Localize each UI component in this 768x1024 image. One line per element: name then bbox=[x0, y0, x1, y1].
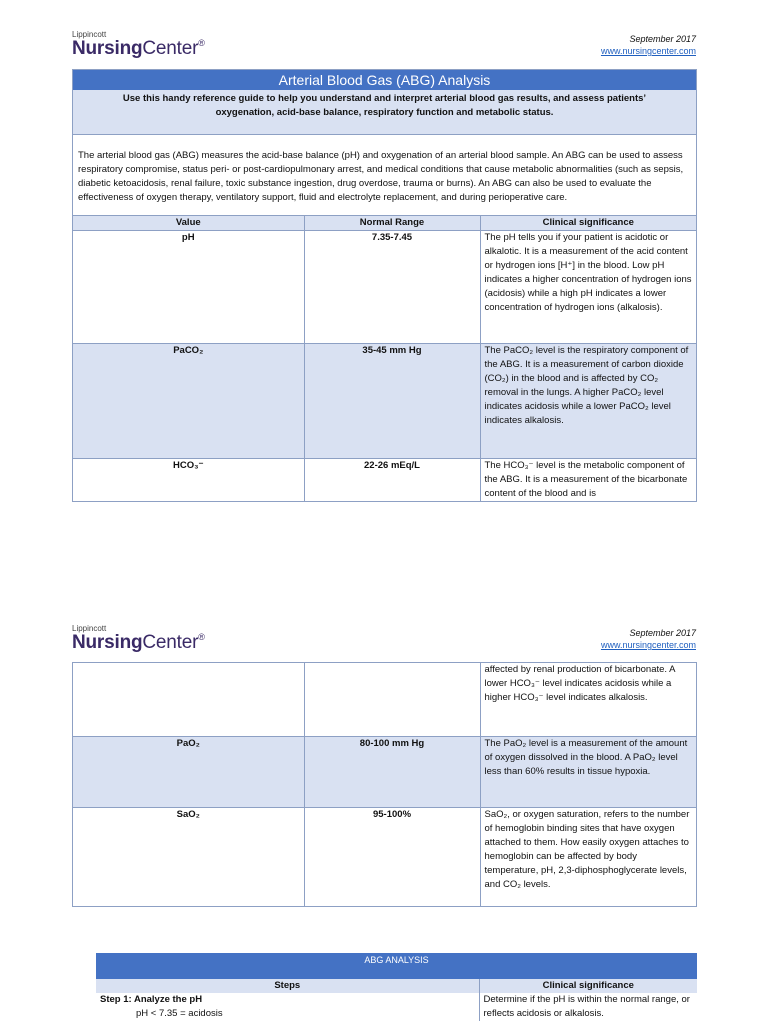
significance-cell: The HCO₃⁻ level is the metabolic component of the ABG. It is a measurement of the bicarbonate content of the blood and is bbox=[484, 459, 688, 499]
significance-cell: affected by renal production of bicarbonate. A lower HCO₃⁻ level indicates acidosis while a higher HCO₃⁻ level indicates alkalosis. bbox=[480, 663, 696, 736]
header-url-link[interactable]: www.nursingcenter.com bbox=[600, 46, 696, 56]
table-row bbox=[73, 230, 696, 343]
table-row bbox=[96, 993, 697, 1021]
logo-small-text: Lippincott bbox=[72, 624, 107, 633]
logo-small-text: Lippincott bbox=[72, 30, 107, 39]
abg-document-page-2 bbox=[72, 662, 697, 907]
value-cell: SaO₂ bbox=[73, 807, 304, 906]
header-date: September 2017 bbox=[629, 628, 696, 638]
table-header-row bbox=[73, 216, 696, 230]
intro-paragraph: The arterial blood gas (ABG) measures the acid-base balance (pH) and oxygenation of an arterial blood sample. An ABG can be used to assess respiratory compromise, status peri- or post-cardiopulmonary arrest, and medical conditions that cause metabolic abnormalities (such as sepsis, diabetic ketoacidosis, renal failure, toxic substance ingestion, drug overdose, trauma or burns). An ABG can also be used to evaluate the effectiveness of oxygen therapy, ventilatory support, fluid and electrolyte replacement, and during perioperative care. bbox=[73, 135, 696, 216]
value-cell: HCO₃⁻ bbox=[73, 458, 304, 501]
significance-cell: The PaCO₂ level is the respiratory component of the ABG. It is a measurement of carbon dioxide (CO₂) in the blood and is affected by CO₂ removal in the lungs. A higher PaCO₂ level indicates acidosis while a lower PaCO₂ level indicates alkalosis. bbox=[480, 343, 696, 458]
logo-nursing: Nursing bbox=[72, 632, 143, 653]
value-cell: PaCO₂ bbox=[73, 343, 304, 458]
analysis-table bbox=[96, 979, 697, 1021]
table-row bbox=[73, 663, 696, 736]
header-url-link[interactable]: www.nursingcenter.com bbox=[600, 640, 696, 650]
range-cell: 22-26 mEq/L bbox=[304, 458, 480, 501]
abg-values-table bbox=[73, 216, 696, 501]
table-row bbox=[73, 343, 696, 458]
col-header-value: Value bbox=[73, 216, 304, 230]
nursingcenter-logo bbox=[72, 38, 205, 60]
range-cell: 95-100% bbox=[304, 807, 480, 906]
col-header-significance: Clinical significance bbox=[480, 216, 696, 230]
logo-reg: ® bbox=[198, 632, 205, 642]
abg-analysis-section bbox=[96, 953, 697, 1024]
step-title: Step 1: Analyze the pH bbox=[100, 994, 203, 1005]
header-date: September 2017 bbox=[629, 34, 696, 44]
range-cell: 7.35-7.45 bbox=[304, 230, 480, 343]
document-subtitle: Use this handy reference guide to help you understand and interpret arterial blood gas results, and assess patients’ oxygenation, acid-base balance, respiratory function and metabolic status. bbox=[73, 90, 696, 135]
value-cell: pH bbox=[73, 230, 304, 343]
step-cell bbox=[96, 993, 479, 1021]
range-cell: 80-100 mm Hg bbox=[304, 736, 480, 807]
significance-cell: The pH tells you if your patient is acidotic or alkalotic. It is a measurement of the acid content or hydrogen ions [H⁺] in the blood. Low pH indicates a higher concentration of hydrogen ions (acidosis) while a high pH indicates a lower concentration of hydrogen ions (alkalosis). bbox=[480, 230, 696, 343]
table-row bbox=[73, 736, 696, 807]
abg-values-table-continued bbox=[73, 663, 696, 906]
significance-cell: SaO₂, or oxygen saturation, refers to the number of hemoglobin binding sites that have oxygen attached to them. How easily oxygen attaches to hemoglobin can be affected by body temperature, pH, 2,3-diphosphoglycerate levels, and CO₂ levels. bbox=[484, 808, 690, 890]
logo-reg: ® bbox=[198, 38, 205, 48]
logo-nursing: Nursing bbox=[72, 38, 143, 59]
col-header-significance: Clinical significance bbox=[479, 979, 697, 993]
nursingcenter-logo bbox=[72, 632, 205, 654]
page-header bbox=[72, 30, 696, 70]
step-rule: pH < 7.35 = acidosis bbox=[136, 1008, 223, 1019]
significance-cell: The PaO₂ level is a measurement of the amount of oxygen dissolved in the blood. A PaO₂ level less than 60% results in tissue hypoxia. bbox=[480, 736, 696, 807]
value-cell bbox=[73, 663, 304, 736]
range-cell: 35-45 mm Hg bbox=[304, 343, 480, 458]
analysis-title: ABG ANALYSIS bbox=[96, 953, 697, 979]
col-header-range: Normal Range bbox=[304, 216, 480, 230]
logo-center: Center bbox=[142, 632, 199, 653]
table-row bbox=[73, 458, 696, 501]
abg-document-page-1 bbox=[72, 69, 697, 502]
value-cell: PaO₂ bbox=[73, 736, 304, 807]
logo-center: Center bbox=[142, 38, 199, 59]
significance-cell: Determine if the pH is within the normal range, or reflects acidosis or alkalosis. bbox=[483, 994, 690, 1019]
range-cell bbox=[304, 663, 480, 736]
col-header-steps: Steps bbox=[96, 979, 479, 993]
document-title: Arterial Blood Gas (ABG) Analysis bbox=[73, 70, 696, 90]
page-header-2 bbox=[72, 624, 696, 664]
table-row bbox=[73, 807, 696, 906]
analysis-header-row bbox=[96, 979, 697, 993]
